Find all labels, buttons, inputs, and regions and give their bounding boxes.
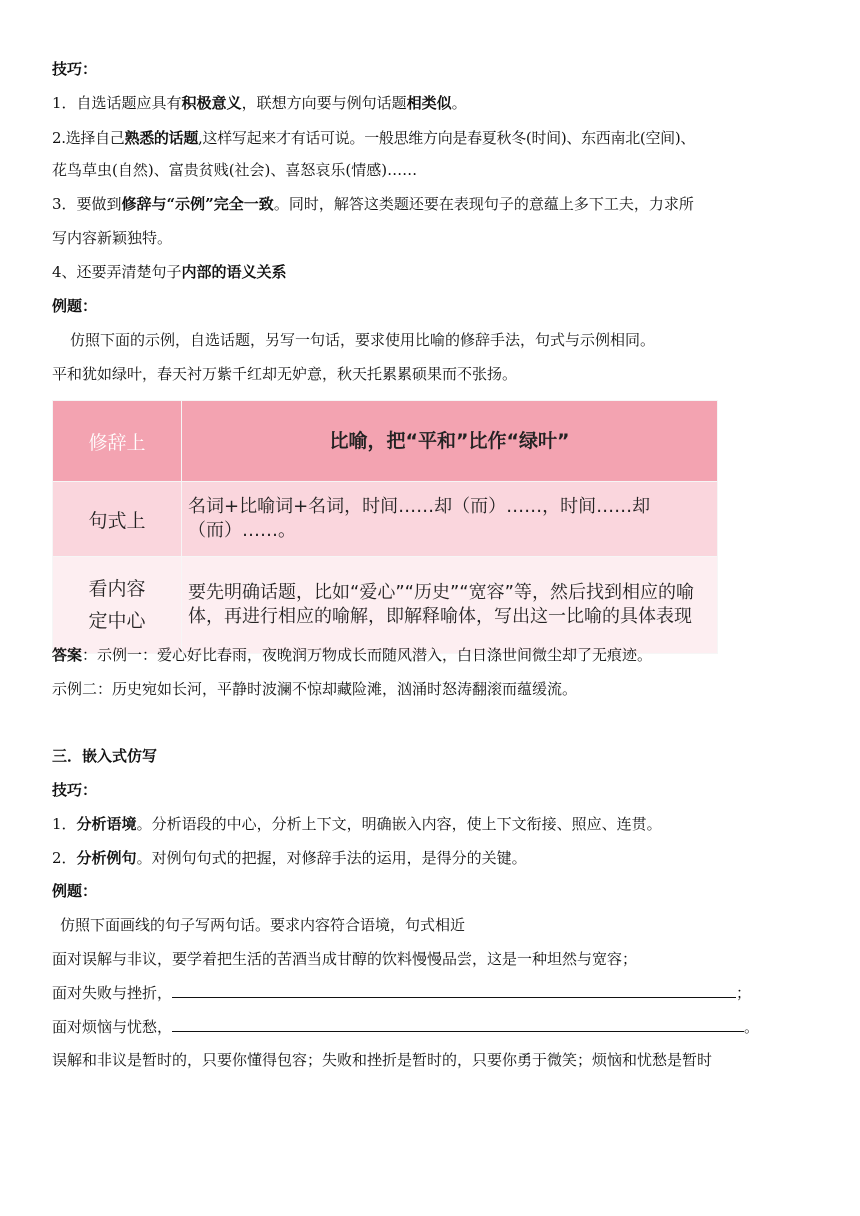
tips-label-2: 技巧： <box>52 781 98 799</box>
table-head-content: 看内容 定中心 <box>53 557 182 654</box>
tip-2-continued: 花鸟草虫(自然)、富贵贫贱(社会)、喜怒哀乐(情感)…… <box>52 161 418 179</box>
fill-line-1: 面对失败与挫折， ； <box>52 984 752 1002</box>
answer-blank-1[interactable] <box>172 983 736 998</box>
answer-blank-2[interactable] <box>172 1017 744 1032</box>
table-head-sentence-pattern: 句式上 <box>53 482 182 557</box>
table-head-rhetoric: 修辞上 <box>53 401 182 482</box>
embed-question: 仿照下面画线的句子写两句话。要求内容符合语境，句式相近 <box>60 916 466 934</box>
answer-text: 误解和非议是暂时的，只要你懂得包容；失败和挫折是暂时的，只要你勇于微笑；烦恼和忧愁是暂时 <box>52 1051 713 1069</box>
example-sample-sentence: 平和犹如绿叶，春天衬万紫千红却无妒意，秋天托累累硕果而不张扬。 <box>52 365 518 383</box>
answer-line-2: 示例二：历史宛如长河，平静时波澜不惊却藏险滩，汹涌时怒涛翻滚而蕴缓流。 <box>52 680 578 698</box>
fill-line-2: 面对烦恼与忧愁， 。 <box>52 1018 760 1036</box>
example-label: 例题： <box>52 297 98 315</box>
example-label-2: 例题： <box>52 882 98 900</box>
tip-3-continued: 写内容新颖独特。 <box>52 229 173 247</box>
tip-4: 4、还要弄清楚句子内部的语义关系 <box>52 263 287 281</box>
table-row <box>53 401 718 482</box>
tip-2: 2.选择自己熟悉的话题,这样写起来才有话可说。一般思维方向是春夏秋冬(时间)、东西南北(空间)、 <box>52 129 696 147</box>
table-row <box>53 557 718 654</box>
tip-1: 1．自选话题应具有积极意义，联想方向要与例句话题相类似。 <box>52 94 467 112</box>
table-cell-sentence-pattern: 名词+比喻词+名词，时间……却（而）……，时间……却（而）……。 <box>182 482 718 557</box>
embed-tip-1: 1．分析语境。分析语段的中心，分析上下文，明确嵌入内容，使上下文衔接、照应、连贯。 <box>52 815 662 833</box>
table-cell-content: 要先明确话题，比如“爱心”“历史”“宽容”等，然后找到相应的喻体，再进行相应的喻解，即解释喻体，写出这一比喻的具体表现 <box>182 557 718 654</box>
given-sentence: 面对误解与非议，要学着把生活的苦酒当成甘醇的饮料慢慢品尝，这是一种坦然与宽容； <box>52 950 638 968</box>
tip-3: 3．要做到修辞与“示例”完全一致。同时，解答这类题还要在表现句子的意蕴上多下工夫，力求所 <box>52 195 694 213</box>
section-title: 三．嵌入式仿写 <box>52 747 158 765</box>
answer-line-1: 答案：示例一：爱心好比春雨，夜晚润万物成长而随风潜入，白日涤世间微尘却了无痕迹。 <box>52 646 653 664</box>
example-question: 仿照下面的示例，自选话题，另写一句话，要求使用比喻的修辞手法，句式与示例相同。 <box>70 331 656 349</box>
analysis-table <box>52 400 718 654</box>
embed-tip-2: 2．分析例句。对例句句式的把握，对修辞手法的运用，是得分的关键。 <box>52 849 527 867</box>
table-row <box>53 482 718 557</box>
table-cell-rhetoric: 比喻，把“平和”比作“绿叶” <box>182 401 718 482</box>
tips-label: 技巧： <box>52 60 98 78</box>
